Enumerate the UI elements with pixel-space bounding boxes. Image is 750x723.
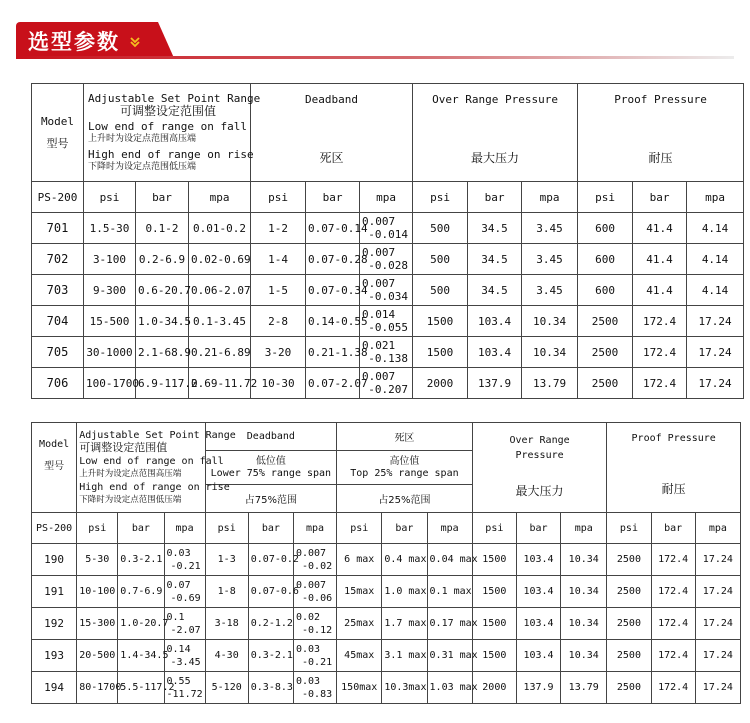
deadband-mpa-cell-to: -0.207 bbox=[368, 383, 409, 396]
over-range-bar-cell: 34.5 bbox=[468, 275, 522, 306]
proof-bar-cell: 172.4 bbox=[633, 337, 687, 368]
proof-psi-cell: 600 bbox=[578, 213, 633, 244]
lower-mpa-cell-from: 0.03 bbox=[295, 675, 321, 687]
table-row bbox=[32, 544, 741, 576]
over-range-bar-cell: 137.9 bbox=[468, 368, 522, 399]
unit-header: mpa bbox=[293, 513, 336, 544]
lower-bar-cell: 0.3-2.1 bbox=[248, 640, 293, 672]
over-range-mpa-cell: 3.45 bbox=[522, 213, 578, 244]
deadband-mpa-cell bbox=[360, 337, 413, 368]
lower-mpa-cell-from: 0.007 bbox=[295, 579, 327, 591]
deadband-psi-cell: 1-2 bbox=[251, 213, 306, 244]
model-cell: 193 bbox=[32, 640, 77, 672]
proof-psi-cell: 600 bbox=[578, 275, 633, 306]
deadband-mpa-cell-to: -0.055 bbox=[368, 321, 409, 334]
lower-psi-cell: 1-8 bbox=[205, 576, 248, 608]
lower-mpa-cell-from: 0.03 bbox=[295, 643, 321, 655]
proof-bar-cell: 172.4 bbox=[651, 608, 695, 640]
over-range-bar-cell: 103.4 bbox=[516, 640, 560, 672]
deadband-cn-header-2: 死区 bbox=[337, 423, 473, 451]
header-underline bbox=[16, 56, 734, 59]
series-label: PS-200 bbox=[32, 182, 84, 213]
over-range-psi-cell: 2000 bbox=[472, 672, 516, 704]
over-range-bar-cell: 103.4 bbox=[516, 576, 560, 608]
over-range-bar-cell: 34.5 bbox=[468, 244, 522, 275]
unit-header: mpa bbox=[189, 182, 251, 213]
unit-header: psi bbox=[337, 513, 382, 544]
unit-header: mpa bbox=[687, 182, 744, 213]
over-range-header-2: Over Range Pressure 最大压力 bbox=[472, 423, 607, 513]
over-range-bar-cell: 34.5 bbox=[468, 213, 522, 244]
lower-mpa-cell bbox=[293, 672, 336, 704]
unit-header: bar bbox=[248, 513, 293, 544]
lower-pct-header: 占75%范围 bbox=[205, 485, 337, 513]
top-mpa-cell: 0.04 max bbox=[427, 544, 472, 576]
unit-header: bar bbox=[382, 513, 427, 544]
range-psi-cell: 5-30 bbox=[77, 544, 118, 576]
table-row bbox=[32, 672, 741, 704]
deadband-mpa-cell-from: 0.007 bbox=[362, 277, 396, 290]
deadband-mpa-cell-from: 0.007 bbox=[362, 215, 396, 228]
over-range-psi-cell: 2000 bbox=[413, 368, 468, 399]
table-row bbox=[32, 244, 744, 275]
range-psi-cell: 3-100 bbox=[84, 244, 136, 275]
lower-psi-cell: 5-120 bbox=[205, 672, 248, 704]
unit-header: mpa bbox=[164, 513, 205, 544]
over-range-mpa-cell: 10.34 bbox=[561, 544, 607, 576]
range-mpa-cell: 0.06-2.07 bbox=[189, 275, 251, 306]
unit-header: psi bbox=[251, 182, 306, 213]
deadband-mpa-cell bbox=[360, 368, 413, 399]
proof-bar-cell: 41.4 bbox=[633, 244, 687, 275]
model-cell: 701 bbox=[32, 213, 84, 244]
unit-header: psi bbox=[77, 513, 118, 544]
proof-mpa-cell: 4.14 bbox=[687, 275, 744, 306]
range-mpa-cell-from: 0.55 bbox=[166, 675, 191, 687]
lower-bar-cell: 0.07-0.6 bbox=[248, 576, 293, 608]
proof-mpa-cell: 17.24 bbox=[695, 576, 740, 608]
table-row bbox=[32, 337, 744, 368]
range-psi-cell: 9-300 bbox=[84, 275, 136, 306]
range-header: Adjustable Set Point Range 可调整设定范围值 Low end of range on fall 上升时为设定点范围高压端 High end of range on rise 下降时为设定点范围低压端 bbox=[84, 84, 251, 182]
top-bar-cell: 3.1 max bbox=[382, 640, 427, 672]
top-psi-cell: 25max bbox=[337, 608, 382, 640]
over-range-mpa-cell: 13.79 bbox=[561, 672, 607, 704]
top-mpa-cell: 0.31 max bbox=[427, 640, 472, 672]
range-bar-cell: 6.9-117.2 bbox=[136, 368, 189, 399]
proof-psi-cell: 2500 bbox=[578, 337, 633, 368]
section-title: 选型参数 bbox=[28, 30, 120, 54]
proof-mpa-cell: 17.24 bbox=[695, 672, 740, 704]
top-span-header: 高位值 Top 25% range span bbox=[337, 451, 473, 485]
unit-header: mpa bbox=[522, 182, 578, 213]
proof-mpa-cell: 17.24 bbox=[695, 640, 740, 672]
range-mpa-cell bbox=[164, 672, 205, 704]
model-cell: 191 bbox=[32, 576, 77, 608]
range-mpa-cell: 0.1-3.45 bbox=[189, 306, 251, 337]
proof-mpa-cell: 17.24 bbox=[695, 608, 740, 640]
table-row bbox=[32, 275, 744, 306]
range-psi-cell: 1.5-30 bbox=[84, 213, 136, 244]
unit-header: psi bbox=[84, 182, 136, 213]
top-bar-cell: 10.3max bbox=[382, 672, 427, 704]
top-bar-cell: 1.0 max bbox=[382, 576, 427, 608]
unit-header: bar bbox=[118, 513, 164, 544]
range-mpa-cell bbox=[164, 640, 205, 672]
proof-psi-cell: 2500 bbox=[607, 640, 651, 672]
deadband-mpa-cell-to: -0.014 bbox=[368, 228, 409, 241]
over-range-mpa-cell: 10.34 bbox=[561, 640, 607, 672]
over-range-psi-cell: 1500 bbox=[472, 640, 516, 672]
model-cell: 705 bbox=[32, 337, 84, 368]
range-bar-cell: 2.1-68.9 bbox=[136, 337, 189, 368]
deadband-mpa-cell bbox=[360, 244, 413, 275]
proof-psi-cell: 2500 bbox=[578, 306, 633, 337]
over-range-psi-cell: 1500 bbox=[472, 608, 516, 640]
range-psi-cell: 15-500 bbox=[84, 306, 136, 337]
deadband-mpa-cell-to: -0.028 bbox=[368, 259, 409, 272]
range-mpa-cell-to: -11.72 bbox=[166, 688, 203, 700]
over-range-mpa-cell: 3.45 bbox=[522, 275, 578, 306]
range-mpa-cell: 0.01-0.2 bbox=[189, 213, 251, 244]
table-row bbox=[32, 608, 741, 640]
over-range-bar-cell: 103.4 bbox=[468, 337, 522, 368]
deadband-header-2: Deadband bbox=[205, 423, 337, 451]
deadband-mpa-cell bbox=[360, 306, 413, 337]
over-range-bar-cell: 103.4 bbox=[468, 306, 522, 337]
model-header: Model 型号 bbox=[32, 84, 84, 182]
deadband-bar-cell: 0.14-0.55 bbox=[306, 306, 360, 337]
model-cell: 703 bbox=[32, 275, 84, 306]
over-range-psi-cell: 500 bbox=[413, 275, 468, 306]
deadband-bar-cell: 0.07-0.28 bbox=[306, 244, 360, 275]
lower-mpa-cell-to: -0.06 bbox=[302, 592, 333, 604]
lower-psi-cell: 3-18 bbox=[205, 608, 248, 640]
range-psi-cell: 10-100 bbox=[77, 576, 118, 608]
unit-header: mpa bbox=[561, 513, 607, 544]
unit-header: psi bbox=[205, 513, 248, 544]
range-psi-cell: 80-1700 bbox=[77, 672, 118, 704]
proof-psi-cell: 600 bbox=[578, 244, 633, 275]
unit-header: bar bbox=[633, 182, 687, 213]
lower-span-header: 低位值 Lower 75% range span bbox=[205, 451, 337, 485]
over-range-psi-cell: 1500 bbox=[413, 306, 468, 337]
range-mpa-cell-from: 0.1 bbox=[166, 611, 185, 623]
deadband-bar-cell: 0.07-2.07 bbox=[306, 368, 360, 399]
double-chevron-down-icon bbox=[130, 36, 140, 49]
top-psi-cell: 15max bbox=[337, 576, 382, 608]
deadband-mpa-cell-from: 0.007 bbox=[362, 246, 396, 259]
unit-header: bar bbox=[651, 513, 695, 544]
top-bar-cell: 1.7 max bbox=[382, 608, 427, 640]
unit-header: psi bbox=[607, 513, 651, 544]
lower-mpa-cell-from: 0.007 bbox=[295, 547, 327, 559]
lower-bar-cell: 0.3-8.3 bbox=[248, 672, 293, 704]
deadband-mpa-cell bbox=[360, 213, 413, 244]
range-bar-cell: 0.2-6.9 bbox=[136, 244, 189, 275]
lower-mpa-cell-from: 0.02 bbox=[295, 611, 321, 623]
range-mpa-cell: 0.69-11.72 bbox=[189, 368, 251, 399]
over-range-mpa-cell: 3.45 bbox=[522, 244, 578, 275]
proof-psi-cell: 2500 bbox=[607, 576, 651, 608]
proof-bar-cell: 41.4 bbox=[633, 213, 687, 244]
deadband-mpa-cell-from: 0.014 bbox=[362, 308, 396, 321]
lower-mpa-cell-to: -0.02 bbox=[302, 560, 333, 572]
deadband-mpa-cell bbox=[360, 275, 413, 306]
over-range-mpa-cell: 10.34 bbox=[522, 337, 578, 368]
table-row bbox=[32, 306, 744, 337]
range-bar-cell: 5.5-117.2 bbox=[118, 672, 164, 704]
range-psi-cell: 30-1000 bbox=[84, 337, 136, 368]
range-psi-cell: 20-500 bbox=[77, 640, 118, 672]
over-range-mpa-cell: 10.34 bbox=[561, 608, 607, 640]
range-mpa-cell-from: 0.07 bbox=[166, 579, 191, 591]
lower-mpa-cell-to: -0.83 bbox=[302, 688, 333, 700]
deadband-bar-cell: 0.07-0.14 bbox=[306, 213, 360, 244]
deadband-psi-cell: 1-5 bbox=[251, 275, 306, 306]
deadband-bar-cell: 0.21-1.38 bbox=[306, 337, 360, 368]
over-range-mpa-cell: 10.34 bbox=[522, 306, 578, 337]
over-range-mpa-cell: 13.79 bbox=[522, 368, 578, 399]
model-cell: 702 bbox=[32, 244, 84, 275]
lower-mpa-cell-to: -0.12 bbox=[302, 624, 333, 636]
top-bar-cell: 0.4 max bbox=[382, 544, 427, 576]
deadband-mpa-cell-to: -0.138 bbox=[368, 352, 409, 365]
proof-psi-cell: 2500 bbox=[578, 368, 633, 399]
range-mpa-cell-to: -3.45 bbox=[170, 656, 201, 668]
deadband-mpa-cell-from: 0.021 bbox=[362, 339, 396, 352]
range-mpa-cell-to: -0.21 bbox=[170, 560, 201, 572]
unit-header: psi bbox=[578, 182, 633, 213]
unit-header: bar bbox=[468, 182, 522, 213]
deadband-psi-cell: 2-8 bbox=[251, 306, 306, 337]
over-range-header: Over Range Pressure 最大压力 bbox=[413, 84, 578, 182]
proof-mpa-cell: 17.24 bbox=[687, 306, 744, 337]
proof-mpa-cell: 4.14 bbox=[687, 244, 744, 275]
deadband-bar-cell: 0.07-0.34 bbox=[306, 275, 360, 306]
lower-psi-cell: 1-3 bbox=[205, 544, 248, 576]
model-cell: 194 bbox=[32, 672, 77, 704]
range-psi-cell: 15-300 bbox=[77, 608, 118, 640]
range-bar-cell: 0.1-2 bbox=[136, 213, 189, 244]
range-bar-cell: 0.6-20.7 bbox=[136, 275, 189, 306]
range-bar-cell: 1.0-20.7 bbox=[118, 608, 164, 640]
table-row bbox=[32, 640, 741, 672]
over-range-psi-cell: 500 bbox=[413, 244, 468, 275]
deadband-psi-cell: 10-30 bbox=[251, 368, 306, 399]
range-mpa-cell bbox=[164, 608, 205, 640]
proof-psi-cell: 2500 bbox=[607, 608, 651, 640]
range-mpa-cell-to: -0.69 bbox=[170, 592, 201, 604]
table-row bbox=[32, 368, 744, 399]
top-psi-cell: 6 max bbox=[337, 544, 382, 576]
top-mpa-cell: 0.17 max bbox=[427, 608, 472, 640]
top-mpa-cell: 1.03 max bbox=[427, 672, 472, 704]
proof-psi-cell: 2500 bbox=[607, 544, 651, 576]
top-psi-cell: 150max bbox=[337, 672, 382, 704]
range-bar-cell: 1.4-34.5 bbox=[118, 640, 164, 672]
lower-psi-cell: 4-30 bbox=[205, 640, 248, 672]
proof-bar-cell: 172.4 bbox=[633, 368, 687, 399]
lower-mpa-cell bbox=[293, 640, 336, 672]
proof-mpa-cell: 17.24 bbox=[687, 337, 744, 368]
over-range-psi-cell: 500 bbox=[413, 213, 468, 244]
range-psi-cell: 100-1700 bbox=[84, 368, 136, 399]
unit-header: mpa bbox=[427, 513, 472, 544]
over-range-bar-cell: 137.9 bbox=[516, 672, 560, 704]
proof-psi-cell: 2500 bbox=[607, 672, 651, 704]
deadband-mpa-cell-to: -0.034 bbox=[368, 290, 409, 303]
spec-table-700-series bbox=[31, 83, 744, 399]
spec-table-190-series bbox=[31, 422, 741, 704]
range-header-2: Adjustable Set Point Range 可调整设定范围值 Low end of range on fall 上升时为设定点范围高压端 High end of range on rise 下降时为设定点范围低压端 bbox=[77, 423, 205, 513]
deadband-psi-cell: 1-4 bbox=[251, 244, 306, 275]
proof-pressure-header: Proof Pressure 耐压 bbox=[578, 84, 744, 182]
over-range-bar-cell: 103.4 bbox=[516, 544, 560, 576]
proof-bar-cell: 172.4 bbox=[633, 306, 687, 337]
series-label-2: PS-200 bbox=[32, 513, 77, 544]
top-psi-cell: 45max bbox=[337, 640, 382, 672]
table-row bbox=[32, 576, 741, 608]
deadband-mpa-cell-from: 0.007 bbox=[362, 370, 396, 383]
unit-header: psi bbox=[413, 182, 468, 213]
unit-header: bar bbox=[516, 513, 560, 544]
proof-mpa-cell: 17.24 bbox=[687, 368, 744, 399]
lower-mpa-cell-to: -0.21 bbox=[302, 656, 333, 668]
section-header bbox=[0, 0, 750, 62]
model-header-2: Model 型号 bbox=[32, 423, 77, 513]
lower-bar-cell: 0.2-1.2 bbox=[248, 608, 293, 640]
unit-header: mpa bbox=[695, 513, 740, 544]
unit-header: bar bbox=[136, 182, 189, 213]
proof-bar-cell: 172.4 bbox=[651, 640, 695, 672]
model-cell: 192 bbox=[32, 608, 77, 640]
unit-header: psi bbox=[472, 513, 516, 544]
deadband-header: Deadband 死区 bbox=[251, 84, 413, 182]
proof-mpa-cell: 4.14 bbox=[687, 213, 744, 244]
range-bar-cell: 1.0-34.5 bbox=[136, 306, 189, 337]
range-mpa-cell bbox=[164, 576, 205, 608]
unit-header: mpa bbox=[360, 182, 413, 213]
table-row bbox=[32, 213, 744, 244]
range-mpa-cell bbox=[164, 544, 205, 576]
proof-bar-cell: 172.4 bbox=[651, 544, 695, 576]
over-range-psi-cell: 1500 bbox=[472, 544, 516, 576]
range-mpa-cell-to: -2.07 bbox=[170, 624, 201, 636]
lower-mpa-cell bbox=[293, 544, 336, 576]
model-cell: 706 bbox=[32, 368, 84, 399]
model-cell: 190 bbox=[32, 544, 77, 576]
proof-bar-cell: 172.4 bbox=[651, 672, 695, 704]
range-bar-cell: 0.7-6.9 bbox=[118, 576, 164, 608]
lower-mpa-cell bbox=[293, 576, 336, 608]
range-mpa-cell: 0.02-0.69 bbox=[189, 244, 251, 275]
range-bar-cell: 0.3-2.1 bbox=[118, 544, 164, 576]
proof-mpa-cell: 17.24 bbox=[695, 544, 740, 576]
top-pct-header: 占25%范围 bbox=[337, 485, 473, 513]
model-cell: 704 bbox=[32, 306, 84, 337]
proof-bar-cell: 172.4 bbox=[651, 576, 695, 608]
range-mpa-cell-from: 0.14 bbox=[166, 643, 191, 655]
range-mpa-cell: 0.21-6.89 bbox=[189, 337, 251, 368]
proof-pressure-header-2: Proof Pressure 耐压 bbox=[607, 423, 741, 513]
over-range-mpa-cell: 10.34 bbox=[561, 576, 607, 608]
over-range-psi-cell: 1500 bbox=[472, 576, 516, 608]
unit-header: bar bbox=[306, 182, 360, 213]
range-mpa-cell-from: 0.03 bbox=[166, 547, 191, 559]
over-range-bar-cell: 103.4 bbox=[516, 608, 560, 640]
lower-bar-cell: 0.07-0.2 bbox=[248, 544, 293, 576]
over-range-psi-cell: 1500 bbox=[413, 337, 468, 368]
deadband-psi-cell: 3-20 bbox=[251, 337, 306, 368]
top-mpa-cell: 0.1 max bbox=[427, 576, 472, 608]
lower-mpa-cell bbox=[293, 608, 336, 640]
proof-bar-cell: 41.4 bbox=[633, 275, 687, 306]
